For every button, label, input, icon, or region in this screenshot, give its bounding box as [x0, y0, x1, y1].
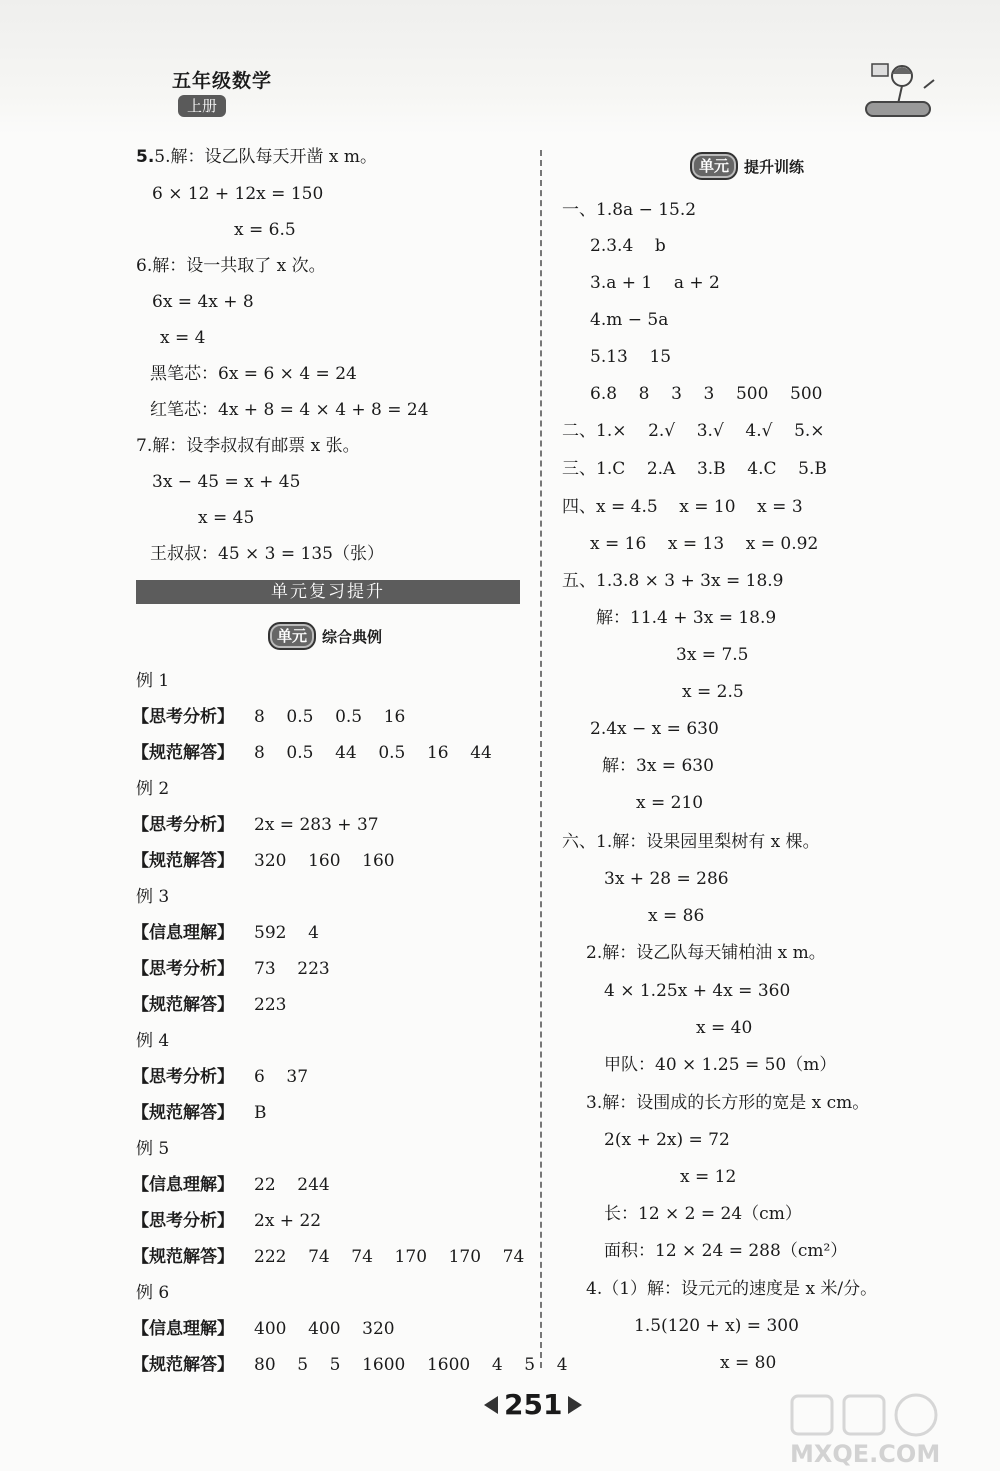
answer-line: 3x = 7.5 — [676, 645, 749, 665]
answer-line: 3.解：设围成的长方形的宽是 x cm。 — [586, 1093, 870, 1113]
answer-line: 面积：12 × 24 = 288（cm²） — [604, 1241, 848, 1261]
answer-line: 3x + 28 = 286 — [604, 869, 729, 889]
example-label: 例 1 — [136, 671, 170, 691]
example-answer: 2x = 283 + 37 — [254, 815, 379, 835]
example-tag: 【信息理解】 — [132, 1175, 234, 1195]
example-tag: 【思考分析】 — [132, 959, 234, 979]
page-navigation — [484, 1388, 582, 1421]
answer-line: 二、1.× 2.√ 3.√ 4.√ 5.× — [562, 421, 825, 441]
answer-line: 六、1.解：设果园里梨树有 x 棵。 — [562, 832, 820, 852]
answer-line: 4.m − 5a — [590, 310, 669, 330]
example-tag: 【思考分析】 — [132, 1211, 234, 1231]
problem-6-red-refill: 红笔芯：4x + 8 = 4 × 4 + 8 = 24 — [150, 400, 429, 420]
problem-7-uncle-wang: 王叔叔：45 × 3 = 135（张） — [150, 544, 384, 564]
answer-line: 四、x = 4.5 x = 10 x = 3 — [562, 497, 803, 517]
answer-line: 4.（1）解：设元元的速度是 x 米/分。 — [586, 1279, 878, 1299]
example-tag: 【规范解答】 — [132, 1247, 234, 1267]
reading-kid-mascot-icon — [858, 58, 938, 128]
example-label: 例 4 — [136, 1031, 170, 1051]
example-answer: B — [254, 1103, 267, 1123]
answer-line: x = 86 — [648, 906, 705, 926]
answer-line: 4 × 1.25x + 4x = 360 — [604, 981, 791, 1001]
badge-title: 综合典例 — [322, 627, 383, 646]
problem-6-solution: x = 4 — [160, 328, 206, 348]
example-answer: 223 — [254, 995, 287, 1015]
example-tag: 【思考分析】 — [132, 815, 234, 835]
example-answer: 8 0.5 0.5 16 — [254, 707, 406, 727]
watermark-text: MXQE.COM — [790, 1440, 941, 1468]
comprehensive-examples-badge — [268, 622, 382, 650]
problem-5-solution: x = 6.5 — [234, 220, 296, 240]
example-answer: 6 37 — [254, 1067, 309, 1087]
answer-line: 2(x + 2x) = 72 — [604, 1130, 730, 1150]
example-tag: 【信息理解】 — [132, 923, 234, 943]
example-label: 例 5 — [136, 1139, 170, 1159]
improvement-training-badge — [690, 152, 804, 180]
example-tag: 【思考分析】 — [132, 707, 234, 727]
column-divider — [540, 150, 542, 1368]
example-tag: 【规范解答】 — [132, 1103, 234, 1123]
watermark-logo — [782, 1392, 987, 1468]
answer-line: x = 210 — [636, 793, 704, 813]
example-label: 例 2 — [136, 779, 170, 799]
answer-line: 1.5(120 + x) = 300 — [634, 1316, 799, 1336]
answer-line: 2.解：设乙队每天铺柏油 x m。 — [586, 943, 826, 963]
header-band — [0, 0, 1000, 135]
example-tag: 【规范解答】 — [132, 995, 234, 1015]
book-title: 五年级数学 — [172, 70, 273, 92]
example-tag: 【规范解答】 — [132, 1355, 234, 1375]
answer-line: 3.a + 1 a + 2 — [590, 273, 720, 293]
example-answer: 592 4 — [254, 923, 319, 943]
answer-line: 2.4x − x = 630 — [590, 719, 719, 739]
answer-line: 一、1.8a − 15.2 — [562, 200, 697, 220]
page-number: 251 — [504, 1388, 563, 1421]
example-answer: 2x + 22 — [254, 1211, 322, 1231]
problem-6-heading: 6.解：设一共取了 x 次。 — [136, 256, 326, 276]
example-tag: 【规范解答】 — [132, 851, 234, 871]
example-tag: 【规范解答】 — [132, 743, 234, 763]
previous-arrow-icon — [484, 1396, 498, 1414]
example-answer: 320 160 160 — [254, 851, 395, 871]
problem-7-solution: x = 45 — [198, 508, 255, 528]
answer-line: 五、1.3.8 × 3 + 3x = 18.9 — [562, 571, 784, 591]
unit-badge: 单元 — [268, 622, 316, 650]
problem-6-equation: 6x = 4x + 8 — [152, 292, 254, 312]
section-title-bar: 单元复习提升 — [136, 580, 520, 604]
answer-line: 解：3x = 630 — [602, 756, 714, 776]
example-tag: 【思考分析】 — [132, 1067, 234, 1087]
example-answer: 22 244 — [254, 1175, 330, 1195]
example-answer: 400 400 320 — [254, 1319, 395, 1339]
problem-7-heading: 7.解：设李叔叔有邮票 x 张。 — [136, 436, 360, 456]
example-answer: 222 74 74 170 170 74 — [254, 1247, 525, 1267]
example-answer: 73 223 — [254, 959, 330, 979]
answer-line: x = 12 — [680, 1167, 737, 1187]
problem-5-heading: 5.5.解：设乙队每天开凿 x m。 — [136, 147, 378, 167]
problem-6-black-refill: 黑笔芯：6x = 6 × 4 = 24 — [150, 364, 357, 384]
example-label: 例 6 — [136, 1283, 170, 1303]
problem-7-equation: 3x − 45 = x + 45 — [152, 472, 301, 492]
answer-line: 三、1.C 2.A 3.B 4.C 5.B — [562, 459, 827, 479]
next-arrow-icon — [568, 1396, 582, 1414]
example-answer: 80 5 5 1600 1600 4 5 4 — [254, 1355, 568, 1375]
answer-line: 5.13 15 — [590, 347, 672, 367]
volume-badge: 上册 — [178, 95, 226, 117]
answer-line: x = 16 x = 13 x = 0.92 — [590, 534, 819, 554]
answer-line: 长：12 × 2 = 24（cm） — [604, 1204, 802, 1224]
answer-line: 解：11.4 + 3x = 18.9 — [596, 608, 777, 628]
example-tag: 【信息理解】 — [132, 1319, 234, 1339]
answer-line: 甲队：40 × 1.25 = 50（m） — [604, 1055, 837, 1075]
example-label: 例 3 — [136, 887, 170, 907]
unit-badge: 单元 — [690, 152, 738, 180]
badge-title: 提升训练 — [744, 157, 805, 176]
answer-line: x = 40 — [696, 1018, 753, 1038]
example-answer: 8 0.5 44 0.5 16 44 — [254, 743, 492, 763]
answer-line: 6.8 8 3 3 500 500 — [590, 384, 823, 404]
answer-line: x = 80 — [720, 1353, 777, 1373]
problem-5-equation: 6 × 12 + 12x = 150 — [152, 184, 324, 204]
answer-line: 2.3.4 b — [590, 236, 666, 256]
answer-line: x = 2.5 — [682, 682, 744, 702]
